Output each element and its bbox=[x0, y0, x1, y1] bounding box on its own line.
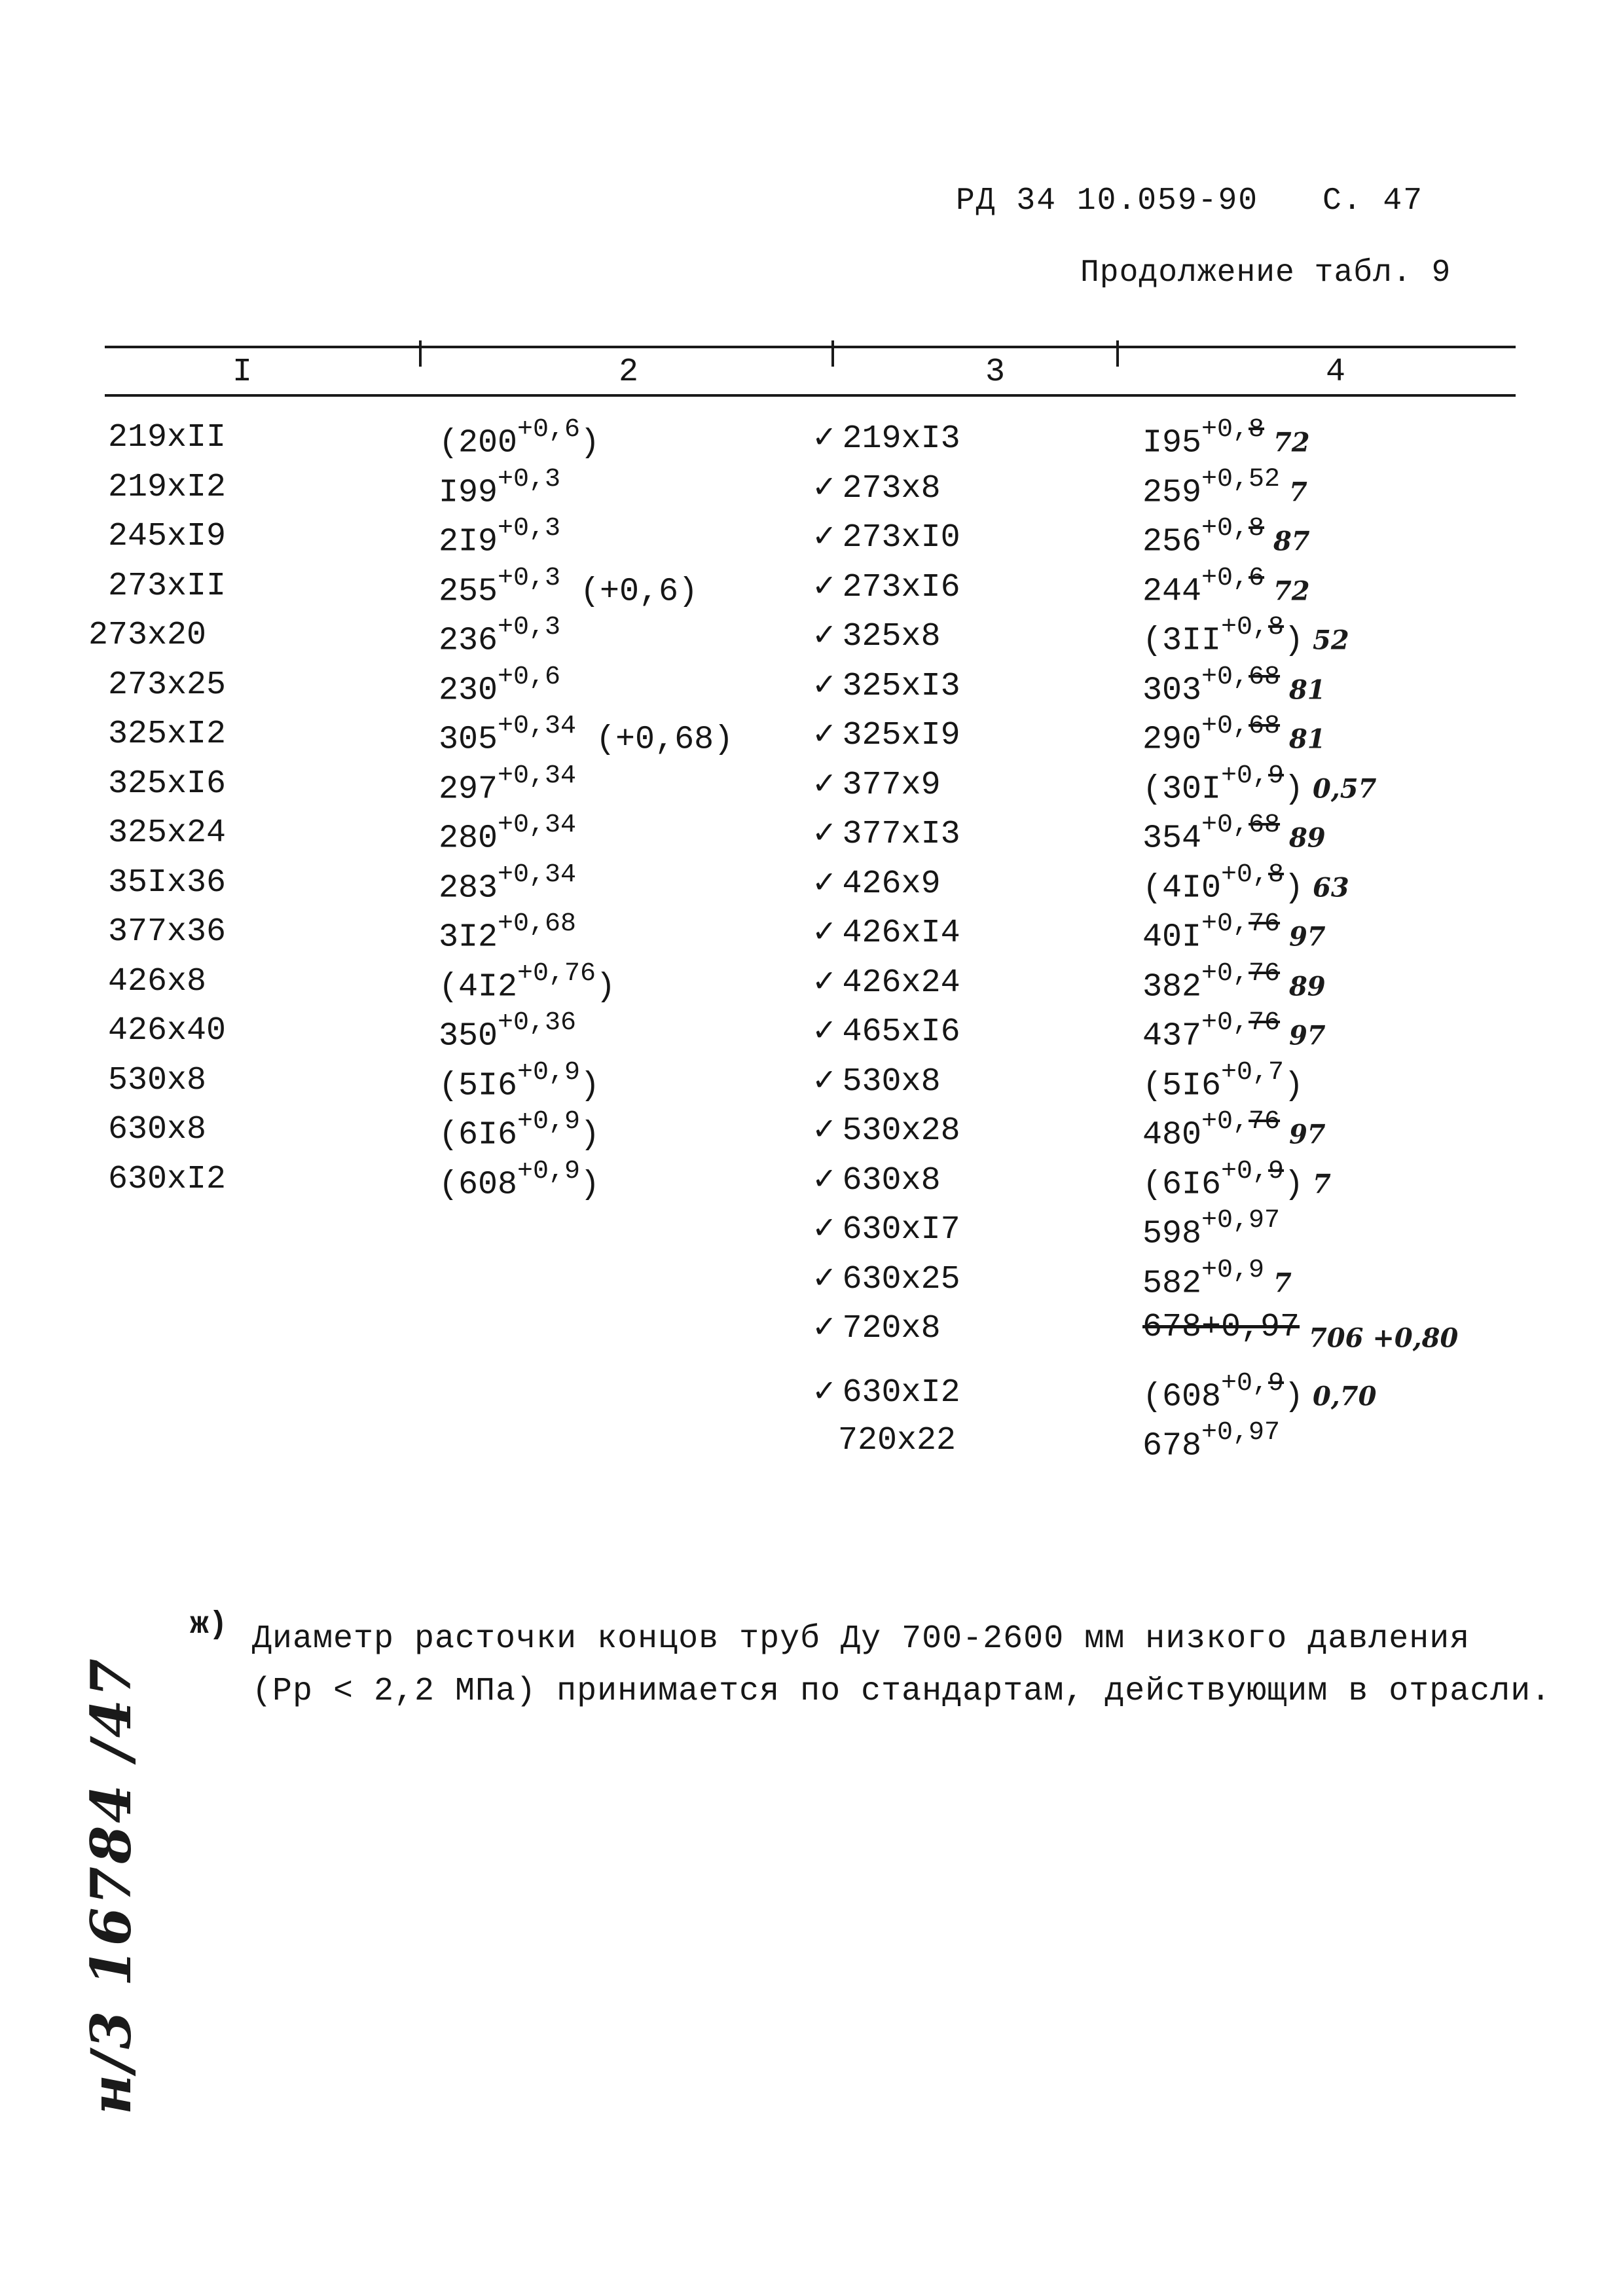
col4-tolerance: +0, bbox=[1201, 563, 1249, 593]
col1-cell: 426x40 bbox=[108, 1012, 227, 1049]
col3-size: 325xI3 bbox=[842, 667, 960, 705]
check-mark-icon: ✓ bbox=[812, 716, 837, 751]
col1-cell: 426x8 bbox=[108, 962, 207, 1000]
col2-cell: $(5I6^{+0,9})$ bbox=[439, 1057, 600, 1105]
col4-cell: $244^{+0,6}$ 72 bbox=[1142, 563, 1310, 611]
col4-tolerance: +0, bbox=[1201, 514, 1249, 543]
col4-handwritten-correction: 89 bbox=[1280, 822, 1326, 854]
check-mark-icon: ✓ bbox=[812, 666, 837, 702]
col2-tolerance: +0,3 bbox=[498, 613, 561, 642]
col3-cell bbox=[812, 765, 941, 804]
column-separator bbox=[1116, 340, 1119, 367]
col4-tolerance: +0, bbox=[1221, 1156, 1269, 1186]
check-mark-icon: ✓ bbox=[812, 1372, 837, 1408]
col4-handwritten-correction: 87 bbox=[1264, 526, 1310, 557]
col4-struck-value: 678+0,97 bbox=[1142, 1309, 1300, 1346]
check-mark-icon: ✓ bbox=[812, 617, 837, 652]
col4-struck-value: 9 bbox=[1268, 761, 1285, 791]
col4-cell: $382^{+0,76}$ 89 bbox=[1142, 958, 1326, 1006]
col4-handwritten-correction: 0,70 bbox=[1304, 1381, 1377, 1412]
check-mark-icon: ✓ bbox=[812, 814, 837, 850]
col2-cell: $(200^{+0,6})$ bbox=[439, 415, 600, 462]
check-mark-icon: ✓ bbox=[812, 1160, 837, 1196]
check-mark-icon: ✓ bbox=[812, 1111, 837, 1146]
col3-size: 630xI7 bbox=[842, 1211, 960, 1248]
check-mark-icon: ✓ bbox=[812, 1061, 837, 1097]
col4-handwritten-correction: 0,57 bbox=[1304, 773, 1377, 805]
col3-size: 630x8 bbox=[842, 1161, 941, 1199]
col4-cell: $290^{+0,68}$ 81 bbox=[1142, 712, 1326, 759]
col1-cell: 325x24 bbox=[108, 814, 227, 852]
col4-struck-value: 9 bbox=[1268, 1368, 1285, 1398]
col4-cell: $I95^{+0,8}$ 72 bbox=[1142, 415, 1310, 462]
col4-tolerance: +0, bbox=[1221, 761, 1269, 791]
col4-cell: $354^{+0,68}$ 89 bbox=[1142, 811, 1326, 858]
col4-handwritten-correction: 7 bbox=[1280, 477, 1307, 508]
col3-cell bbox=[812, 419, 960, 458]
col1-cell: 219xII bbox=[108, 419, 227, 456]
col3-size: 465xI6 bbox=[842, 1013, 960, 1051]
page-number: С. 47 bbox=[1322, 183, 1424, 219]
col2-cell: $280^{+0,34}$ bbox=[439, 811, 577, 858]
col3-size: 325xI9 bbox=[842, 717, 960, 754]
footnote-line-1: Диаметр расточки концов труб Ду 700-2600 мм низкого давления bbox=[252, 1620, 1470, 1658]
col4-struck-value: 8 bbox=[1249, 415, 1265, 445]
col4-tolerance: +0, bbox=[1201, 811, 1249, 840]
col4-tolerance: +0, bbox=[1201, 415, 1249, 445]
col2-tolerance: +0,34 bbox=[498, 811, 577, 840]
col3-size: 377x9 bbox=[842, 766, 941, 804]
col4-handwritten-correction: 81 bbox=[1280, 723, 1326, 755]
col4-struck-value: 8 bbox=[1268, 860, 1285, 890]
check-mark-icon: ✓ bbox=[812, 765, 837, 801]
col2-tolerance: +0,9 bbox=[517, 1057, 581, 1087]
col4-handwritten-correction: 97 bbox=[1280, 1020, 1326, 1051]
col4-cell: $437^{+0,76}$ 97 bbox=[1142, 1008, 1326, 1055]
col2-cell: $255^{+0,3}$ (+0,6) bbox=[439, 563, 699, 611]
col4-tolerance: +0, bbox=[1201, 662, 1249, 692]
col4-cell bbox=[1142, 1309, 1458, 1358]
col4-handwritten-correction: 72 bbox=[1264, 575, 1310, 607]
col4-tolerance: +0, bbox=[1201, 712, 1249, 741]
col3-cell bbox=[838, 1422, 956, 1459]
col4-tolerance: +0,52 bbox=[1201, 464, 1281, 494]
col4-cell: $(608^{+0,9})$ 0,70 bbox=[1142, 1368, 1377, 1416]
check-mark-icon: ✓ bbox=[812, 1012, 837, 1048]
col4-handwritten-correction: 97 bbox=[1280, 1119, 1326, 1150]
col4-struck-value: 68 bbox=[1249, 811, 1281, 840]
col3-size: 720x22 bbox=[838, 1422, 957, 1459]
col2-cell: $297^{+0,34}$ bbox=[439, 761, 577, 809]
col4-cell: $(5I6^{+0,7})$ bbox=[1142, 1057, 1304, 1105]
col2-tolerance: +0,3 bbox=[498, 464, 561, 494]
col4-cell: $582^{+0,9}$ 7 bbox=[1142, 1255, 1292, 1303]
col1-cell: 325xI2 bbox=[108, 716, 227, 753]
col3-size: 219xI3 bbox=[842, 420, 960, 458]
col3-cell bbox=[812, 469, 941, 507]
col1-cell: 630xI2 bbox=[108, 1160, 227, 1198]
col1-cell: 273x20 bbox=[88, 617, 207, 654]
col4-tolerance: +0, bbox=[1201, 909, 1249, 939]
col4-tolerance: +0, bbox=[1221, 860, 1269, 890]
check-mark-icon: ✓ bbox=[812, 1309, 837, 1344]
col2-cell: $230^{+0,6}$ bbox=[439, 662, 561, 710]
col2-tolerance: +0,34 bbox=[498, 712, 577, 741]
table-top-rule bbox=[105, 346, 1516, 348]
col4-cell: $256^{+0,8}$ 87 bbox=[1142, 514, 1310, 561]
handwritten-inventory-stamp: н/3 16784 /47 bbox=[79, 1656, 143, 2115]
col4-struck-value: 76 bbox=[1249, 1008, 1281, 1038]
col1-cell: 273x25 bbox=[108, 666, 227, 704]
check-mark-icon: ✓ bbox=[812, 1259, 837, 1295]
col4-struck-value: 8 bbox=[1268, 613, 1285, 642]
column-header-4: 4 bbox=[1325, 354, 1345, 391]
footnote-mark: ж) bbox=[190, 1607, 228, 1643]
col3-cell bbox=[812, 864, 941, 903]
col3-size: 426x9 bbox=[842, 865, 941, 903]
column-header-3: 3 bbox=[985, 354, 1005, 391]
col4-handwritten-correction: 97 bbox=[1280, 921, 1326, 953]
col4-tolerance: +0,7 bbox=[1221, 1057, 1285, 1087]
col4-struck-value: 6 bbox=[1249, 563, 1265, 593]
column-separator bbox=[419, 340, 422, 367]
col4-struck-value: 9 bbox=[1268, 1156, 1285, 1186]
col4-struck-value: 8 bbox=[1249, 514, 1265, 543]
col4-cell: $259^{+0,52}$ 7 bbox=[1142, 464, 1307, 512]
col4-handwritten-correction: 72 bbox=[1264, 427, 1310, 458]
check-mark-icon: ✓ bbox=[812, 1210, 837, 1245]
col2-cell: $2I9^{+0,3}$ bbox=[439, 514, 561, 561]
col2-tolerance: +0,36 bbox=[498, 1008, 577, 1038]
col4-struck-value: 76 bbox=[1249, 909, 1281, 939]
col3-size: 426xI4 bbox=[842, 915, 960, 952]
col4-tolerance: +0, bbox=[1201, 1008, 1249, 1038]
col4-cell: $(3II^{+0,8})$ 52 bbox=[1142, 613, 1349, 660]
col3-cell bbox=[812, 617, 941, 655]
col3-cell bbox=[812, 1309, 941, 1347]
col3-cell bbox=[812, 1012, 960, 1051]
col3-cell bbox=[812, 1111, 960, 1150]
col4-struck-value: 76 bbox=[1249, 958, 1281, 989]
check-mark-icon: ✓ bbox=[812, 468, 837, 504]
col3-size: 273xI0 bbox=[842, 519, 960, 556]
check-mark-icon: ✓ bbox=[812, 567, 837, 603]
col4-tolerance: +0, bbox=[1201, 958, 1249, 989]
col3-cell bbox=[812, 963, 960, 1002]
col4-tolerance: +0, bbox=[1221, 613, 1269, 642]
col4-cell: $(30I^{+0,9})$ 0,57 bbox=[1142, 761, 1377, 809]
col3-size: 630x25 bbox=[842, 1260, 960, 1298]
footnote-line-2: (Рр < 2,2 МПа) принимается по стандартам, действующим в отрасли. bbox=[252, 1673, 1552, 1710]
col3-cell bbox=[812, 814, 960, 853]
col4-tolerance: +0,97 bbox=[1201, 1206, 1281, 1235]
col3-size: 720x8 bbox=[842, 1310, 941, 1347]
col2-tolerance: +0,68 bbox=[498, 909, 577, 939]
col3-size: 273xI6 bbox=[842, 568, 960, 606]
col3-size: 325x8 bbox=[842, 618, 941, 655]
col2-cell: $(6I6^{+0,9})$ bbox=[439, 1107, 600, 1154]
col4-cell: $678^{+0,97}$ bbox=[1142, 1418, 1281, 1465]
column-header-1: I bbox=[232, 354, 252, 391]
col4-cell: $303^{+0,68}$ 81 bbox=[1142, 662, 1326, 710]
col1-cell: 325xI6 bbox=[108, 765, 227, 803]
col3-size: 530x8 bbox=[842, 1063, 941, 1101]
col4-tolerance: +0, bbox=[1221, 1368, 1269, 1398]
table-continuation-label: Продолжение табл. 9 bbox=[1080, 255, 1451, 291]
col3-cell bbox=[812, 1161, 941, 1199]
col3-size: 530x28 bbox=[842, 1112, 960, 1150]
col4-tolerance: +0,97 bbox=[1201, 1418, 1281, 1448]
col1-cell: 530x8 bbox=[108, 1061, 207, 1099]
check-mark-icon: ✓ bbox=[812, 913, 837, 949]
col3-size: 377xI3 bbox=[842, 816, 960, 853]
col4-cell: $480^{+0,76}$ 97 bbox=[1142, 1107, 1326, 1154]
col4-cell: $598^{+0,97}$ bbox=[1142, 1206, 1281, 1253]
col4-handwritten-correction: 63 bbox=[1304, 872, 1349, 903]
col2-cell: $305^{+0,34}$ (+0,68) bbox=[439, 712, 734, 759]
col2-cell: $350^{+0,36}$ bbox=[439, 1008, 577, 1055]
col4-handwritten-correction: 7 bbox=[1264, 1267, 1292, 1299]
col2-tolerance: +0,34 bbox=[498, 860, 577, 890]
col2-tolerance: +0,9 bbox=[517, 1156, 581, 1186]
col2-cell: $236^{+0,3}$ bbox=[439, 613, 561, 660]
col4-tolerance: +0, bbox=[1201, 1107, 1249, 1137]
col2-tolerance: +0,76 bbox=[517, 958, 596, 989]
col4-handwritten-correction: 7 bbox=[1304, 1169, 1331, 1200]
col4-handwritten-correction: 89 bbox=[1280, 971, 1326, 1002]
col2-tolerance: +0,34 bbox=[498, 761, 577, 791]
col1-cell: 245xI9 bbox=[108, 518, 227, 555]
col3-cell bbox=[812, 666, 960, 705]
col3-size: 426x24 bbox=[842, 964, 960, 1002]
col1-cell: 219xI2 bbox=[108, 468, 227, 506]
col4-handwritten-correction: 706 +0,80 bbox=[1300, 1322, 1459, 1354]
check-mark-icon: ✓ bbox=[812, 864, 837, 900]
col3-cell bbox=[812, 518, 960, 556]
check-mark-icon: ✓ bbox=[812, 419, 837, 454]
col1-cell: 35Ix36 bbox=[108, 864, 227, 902]
col4-struck-value: 76 bbox=[1249, 1107, 1281, 1137]
col3-cell bbox=[812, 1373, 960, 1412]
col4-handwritten-correction: 81 bbox=[1280, 674, 1326, 706]
col4-struck-value: 68 bbox=[1249, 662, 1281, 692]
col3-size: 630xI2 bbox=[842, 1374, 960, 1412]
col2-cell: $283^{+0,34}$ bbox=[439, 860, 577, 907]
col4-struck-value: 68 bbox=[1249, 712, 1281, 741]
column-header-2: 2 bbox=[618, 354, 638, 391]
col1-cell: 273xII bbox=[108, 567, 227, 605]
col3-cell bbox=[812, 568, 960, 606]
col4-cell: $40I^{+0,76}$ 97 bbox=[1142, 909, 1326, 957]
col2-tolerance: +0,3 bbox=[498, 563, 561, 593]
col2-cell: $I99^{+0,3}$ bbox=[439, 464, 561, 512]
col2-tolerance: +0,3 bbox=[498, 514, 561, 543]
col2-cell: $(608^{+0,9})$ bbox=[439, 1156, 600, 1204]
col2-tolerance: +0,6 bbox=[517, 415, 581, 445]
col3-cell bbox=[812, 913, 960, 952]
col2-tolerance: +0,6 bbox=[498, 662, 561, 692]
col3-cell bbox=[812, 716, 960, 754]
column-separator bbox=[831, 340, 834, 367]
col3-size: 273x8 bbox=[842, 469, 941, 507]
check-mark-icon: ✓ bbox=[812, 962, 837, 998]
col4-cell: $(6I6^{+0,9})$ 7 bbox=[1142, 1156, 1331, 1204]
col3-cell bbox=[812, 1260, 960, 1298]
col1-cell: 630x8 bbox=[108, 1111, 207, 1148]
document-code: РД 34 10.059-90 bbox=[956, 183, 1259, 219]
table-header-rule bbox=[105, 394, 1516, 397]
col2-cell: $(4I2^{+0,76})$ bbox=[439, 958, 616, 1006]
col4-cell: $(4I0^{+0,8})$ 63 bbox=[1142, 860, 1349, 907]
col3-cell bbox=[812, 1210, 960, 1248]
col4-tolerance: +0,9 bbox=[1201, 1255, 1265, 1285]
col3-cell bbox=[812, 1062, 941, 1101]
check-mark-icon: ✓ bbox=[812, 518, 837, 553]
col2-tolerance: +0,9 bbox=[517, 1107, 581, 1137]
col2-cell: $3I2^{+0,68}$ bbox=[439, 909, 577, 957]
col4-handwritten-correction: 52 bbox=[1304, 625, 1349, 656]
col1-cell: 377x36 bbox=[108, 913, 227, 951]
